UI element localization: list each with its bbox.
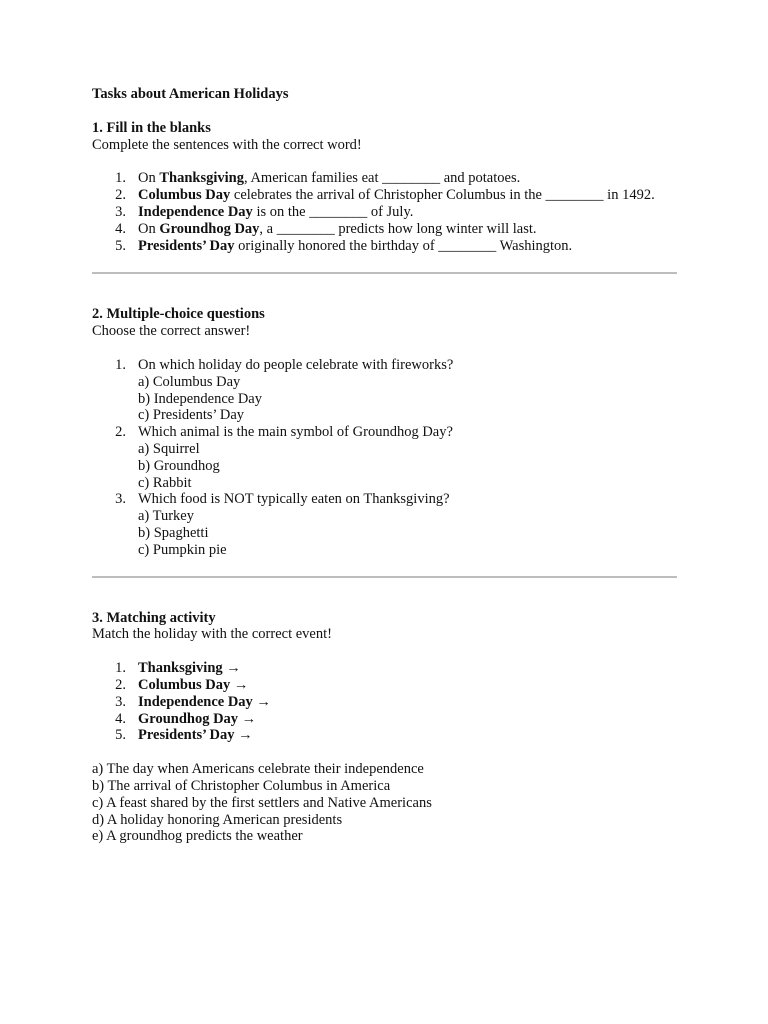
- document-page: [92, 86, 677, 845]
- sentence-rest: celebrates the arrival of Christopher Columbus in the ________ in 1492.: [230, 187, 655, 204]
- list-item: [92, 238, 677, 255]
- event-item: e) A groundhog predicts the weather: [92, 828, 303, 845]
- list-number: 2.: [115, 187, 126, 204]
- holiday-label: Presidents’ Day →: [138, 727, 253, 744]
- list-item: [92, 711, 677, 728]
- question-item: [92, 424, 677, 491]
- holiday-name: Independence Day: [138, 203, 253, 220]
- event-item: a) The day when Americans celebrate their independence: [92, 761, 424, 778]
- holiday-label: Thanksgiving →: [138, 660, 241, 677]
- sentence-rest: , a ________ predicts how long winter will last.: [259, 220, 537, 237]
- list-number: 3.: [115, 491, 126, 508]
- list-number: 3.: [115, 203, 126, 220]
- answer-option: c) Rabbit: [138, 474, 192, 491]
- list-number: 5.: [115, 237, 126, 254]
- document-title: Tasks about American Holidays: [92, 86, 289, 102]
- list-item: [92, 221, 677, 238]
- answer-option: b) Independence Day: [138, 390, 262, 407]
- list-number: 4.: [115, 220, 126, 237]
- sentence-rest: is on the ________ of July.: [252, 203, 414, 220]
- section-divider: [92, 272, 677, 274]
- list-item: [92, 660, 677, 677]
- question-item: [92, 357, 677, 424]
- answer-option: a) Squirrel: [138, 440, 200, 457]
- event-item: d) A holiday honoring American presidents: [92, 811, 343, 828]
- sentence-start: On: [138, 170, 160, 187]
- question-item: [92, 491, 677, 558]
- holiday-label: Groundhog Day →: [138, 710, 257, 727]
- list-item: [92, 727, 677, 744]
- list-item: [92, 204, 677, 221]
- answer-option: a) Columbus Day: [138, 373, 241, 390]
- list-item: [92, 677, 677, 694]
- list-number: 3.: [115, 693, 126, 710]
- sentence-rest: , American families eat ________ and potatoes.: [244, 170, 521, 187]
- question-text: On which holiday do people celebrate with fireworks?: [138, 356, 454, 373]
- answer-options: [138, 441, 677, 491]
- question-text: Which food is NOT typically eaten on Thanksgiving?: [138, 491, 450, 508]
- answer-option: c) Presidents’ Day: [138, 407, 245, 424]
- holiday-name: Groundhog Day: [159, 220, 260, 237]
- section-multiple-choice: [92, 306, 677, 558]
- holiday-list: [92, 660, 677, 744]
- question-text: Which animal is the main symbol of Groundhog Day?: [138, 424, 453, 441]
- holiday-label: Columbus Day →: [138, 676, 249, 693]
- section-divider: [92, 576, 677, 578]
- list-item: [92, 170, 677, 187]
- answer-options: [138, 508, 677, 558]
- answer-options: [138, 374, 677, 424]
- section-2-instruction: Choose the correct answer!: [92, 323, 251, 340]
- sentence-start: On: [138, 220, 160, 237]
- answer-option: a) Turkey: [138, 508, 194, 525]
- answer-option: b) Spaghetti: [138, 524, 209, 541]
- answer-option: b) Groundhog: [138, 457, 220, 474]
- sentence-rest: originally honored the birthday of ________ Washington.: [234, 237, 573, 254]
- answer-option: c) Pumpkin pie: [138, 541, 227, 558]
- holiday-name: Presidents’ Day: [138, 237, 235, 254]
- list-number: 1.: [115, 356, 126, 373]
- event-item: c) A feast shared by the first settlers and Native Americans: [92, 794, 432, 811]
- question-list: [92, 357, 677, 559]
- section-1-heading: 1. Fill in the blanks: [92, 119, 211, 136]
- event-item: b) The arrival of Christopher Columbus in America: [92, 777, 391, 794]
- section-3-instruction: Match the holiday with the correct event!: [92, 626, 332, 643]
- holiday-name: Thanksgiving: [159, 170, 244, 187]
- list-number: 5.: [115, 727, 126, 744]
- holiday-label: Independence Day →: [138, 693, 271, 710]
- section-3-heading: 3. Matching activity: [92, 609, 216, 626]
- list-item: [92, 187, 677, 204]
- section-fill-in-blanks: [92, 120, 677, 255]
- list-number: 1.: [115, 170, 126, 187]
- section-matching: [92, 610, 677, 846]
- fill-in-list: [92, 170, 677, 254]
- list-item: [92, 694, 677, 711]
- list-number: 2.: [115, 424, 126, 441]
- list-number: 4.: [115, 710, 126, 727]
- event-list: [92, 761, 677, 845]
- section-2-heading: 2. Multiple-choice questions: [92, 306, 265, 323]
- section-1-instruction: Complete the sentences with the correct word!: [92, 136, 362, 153]
- list-number: 2.: [115, 676, 126, 693]
- holiday-name: Columbus Day: [138, 187, 231, 204]
- list-number: 1.: [115, 660, 126, 677]
